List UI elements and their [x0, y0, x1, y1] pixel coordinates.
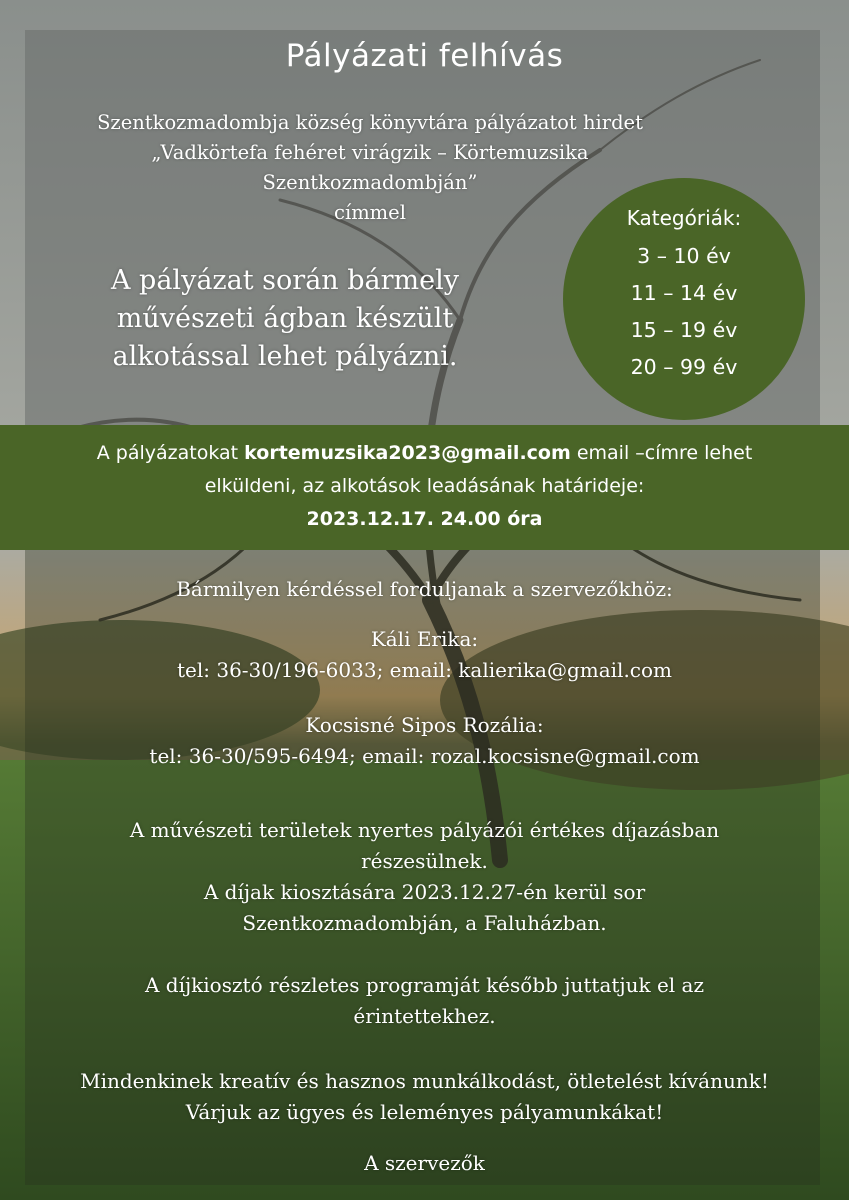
- submission-prefix: A pályázatokat: [96, 442, 245, 464]
- category-item: 20 – 99 év: [630, 355, 738, 379]
- category-item: 3 – 10 év: [637, 244, 731, 268]
- categories-list: [563, 238, 805, 386]
- submission-deadline: 2023.12.17. 24.00 óra: [306, 508, 543, 530]
- intro-line: címmel: [334, 201, 406, 224]
- awards-line: Szentkozmadombján, a Faluházban.: [242, 911, 607, 935]
- signature: A szervezők: [364, 1151, 485, 1175]
- lead-line: A pályázat során bármely: [110, 265, 460, 296]
- categories-badge: [563, 178, 805, 420]
- awards-line: A művészeti területek nyertes pályázói értékes díjazásban: [129, 818, 720, 842]
- program-line: érintettekhez.: [353, 1004, 496, 1028]
- page-title: Pályázati felhívás: [285, 38, 564, 74]
- closing-line: Mindenkinek kreatív és hasznos munkálkodást, ötletelést kívánunk!: [80, 1069, 769, 1093]
- closing-line: Várjuk az ügyes és leleményes pályamunkákat!: [185, 1100, 664, 1124]
- category-item: 15 – 19 év: [630, 318, 738, 342]
- awards-text: [0, 815, 849, 939]
- submission-line-1: [0, 437, 849, 470]
- categories-heading: Kategóriák:: [626, 206, 742, 230]
- closing-text: [0, 1066, 849, 1128]
- intro-line: Szentkozmadombján”: [262, 171, 478, 194]
- awards-line: részesülnek.: [361, 849, 488, 873]
- intro-line: Szentkozmadombja község könyvtára pályázatot hirdet: [97, 111, 643, 134]
- contact-name: Kocsisné Sipos Rozália:: [305, 713, 544, 737]
- category-item: 11 – 14 év: [630, 281, 738, 305]
- lead-line: alkotással lehet pályázni.: [112, 341, 458, 372]
- submission-suffix: email –címre lehet: [570, 442, 753, 464]
- submission-email-link[interactable]: kortemuzsika2023@gmail.com: [244, 442, 571, 464]
- submission-line-2: elküldeni, az alkotások leadásának határideje:: [204, 475, 645, 497]
- contact-info: tel: 36-30/196-6033; email: kalierika@gmail.com: [176, 658, 673, 682]
- submission-text: [0, 437, 849, 536]
- contact-person-1: [0, 624, 849, 686]
- program-line: A díjkiosztó részletes programját később juttatjuk el az: [144, 973, 705, 997]
- contact-name: Káli Erika:: [370, 627, 479, 651]
- intro-line: „Vadkörtefa fehéret virágzik – Körtemuzsika: [151, 141, 589, 164]
- lead-line: művészeti ágban készült: [116, 303, 454, 334]
- contacts-intro: Bármilyen kérdéssel forduljanak a szervezőkhöz:: [176, 577, 673, 601]
- lead-text: [60, 262, 510, 376]
- awards-line: A díjak kiosztására 2023.12.27-én kerül sor: [203, 880, 646, 904]
- contact-person-2: [0, 710, 849, 772]
- program-text: [0, 970, 849, 1032]
- contact-info: tel: 36-30/595-6494; email: rozal.kocsisne@gmail.com: [149, 744, 700, 768]
